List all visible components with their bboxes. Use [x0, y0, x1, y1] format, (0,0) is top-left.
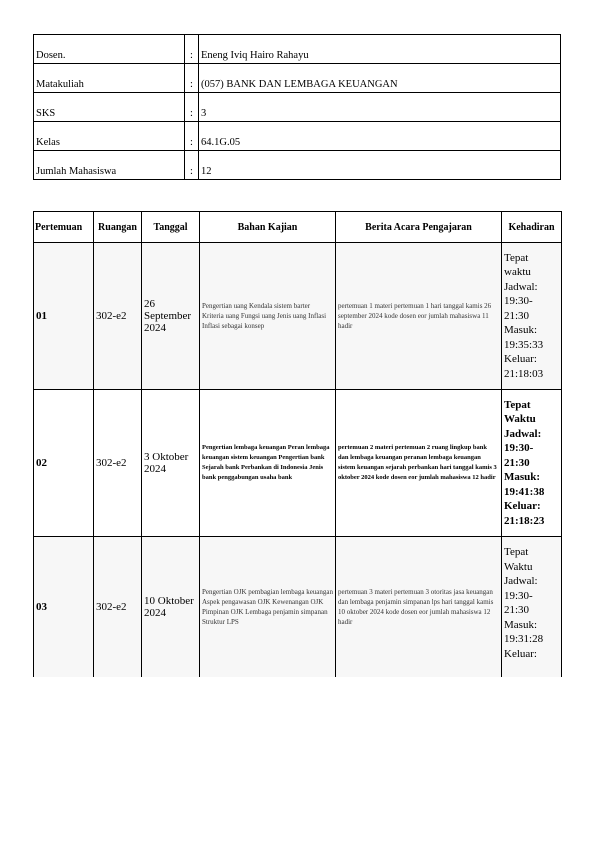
attendance-line: Jadwal:	[504, 280, 538, 293]
attendance-line: Jadwal:	[504, 427, 542, 440]
teaching-report: pertemuan 2 materi pertemuan 2 ruang lingkup bank dan lembaga keuangan peranan lembaga keuangan sistem keuangan sejarah perbankan hari tanggal kamis 3 oktober 2024 kode dosen eor jumlah mahasiswa 12 hadir	[336, 390, 502, 537]
study-material: Pengertian lembaga keuangan Peran lembaga keuangan sistem keuangan Pengertian bank Sejarah bank Perbankan di Indonesia Jenis bank penggabungan usaha bank	[200, 390, 336, 537]
header-berita-acara: Berita Acara Pengajaran	[336, 212, 502, 243]
attendance-line: Keluar:	[504, 500, 541, 513]
meeting-number: 01	[34, 243, 94, 390]
attendance-line: 19:31:28	[504, 633, 544, 645]
date: 10 Oktober 2024	[142, 537, 200, 678]
study-material: Pengertian uang Kendala sistem barter Kriteria uang Fungsi uang Jenis uang Inflasi Inflasi sebagai konsep	[200, 243, 336, 390]
teaching-report: pertemuan 3 materi pertemuan 3 otoritas jasa keuangan dan lembaga penjamin simpanan lps hari tanggal kamis 10 oktober 2024 kode dosen eor jumlah mahasiswa 12 hadir	[336, 537, 502, 678]
info-row-matakuliah	[34, 64, 561, 93]
room: 302-e2	[94, 537, 142, 678]
attendance-line: 21:30	[504, 604, 530, 616]
info-label: SKS	[34, 93, 185, 122]
attendance-line: waktu	[504, 266, 531, 279]
meeting-number: 02	[34, 390, 94, 537]
info-value: 12	[199, 151, 561, 180]
course-info-table	[33, 34, 561, 180]
attendance-line: Masuk:	[504, 324, 537, 337]
info-value: Eneng Iviq Hairo Rahayu	[199, 35, 561, 64]
info-row-dosen	[34, 35, 561, 64]
header-bahan-kajian: Bahan Kajian	[200, 212, 336, 243]
info-separator: :	[185, 35, 199, 64]
attendance-line: Tepat	[504, 398, 531, 411]
study-material: Pengertian OJK pembagian lembaga keuangan Aspek pengawasan OJK Kewenangan OJK Pimpinan OJK Lembaga penjamin simpanan Struktur LPS	[200, 537, 336, 678]
teaching-report: pertemuan 1 materi pertemuan 1 hari tanggal kamis 26 september 2024 kode dosen eor jumlah mahasiswa 11 hadir	[336, 243, 502, 390]
attendance-line: Keluar:	[504, 647, 537, 660]
attendance-line: 21:18:23	[504, 514, 545, 527]
attendance-status	[502, 390, 562, 537]
header-ruangan: Ruangan	[94, 212, 142, 243]
info-value: 64.1G.05	[199, 122, 561, 151]
attendance-line: 19:41:38	[504, 485, 545, 498]
attendance-line: Waktu	[504, 560, 533, 573]
attendance-line: Keluar:	[504, 353, 537, 366]
header-pertemuan: Pertemuan	[34, 212, 94, 243]
info-separator: :	[185, 151, 199, 180]
attendance-table	[33, 211, 562, 677]
table-row	[34, 537, 562, 678]
attendance-line: Waktu	[504, 413, 536, 426]
info-value: (057) BANK DAN LEMBAGA KEUANGAN	[199, 64, 561, 93]
info-row-kelas	[34, 122, 561, 151]
info-value: 3	[199, 93, 561, 122]
info-separator: :	[185, 93, 199, 122]
room: 302-e2	[94, 390, 142, 537]
room: 302-e2	[94, 243, 142, 390]
info-label: Jumlah Mahasiswa	[34, 151, 185, 180]
date: 3 Oktober 2024	[142, 390, 200, 537]
info-separator: :	[185, 64, 199, 93]
attendance-line: 19:30-	[504, 295, 533, 308]
attendance-line: Masuk:	[504, 618, 537, 631]
attendance-line: Jadwal:	[504, 575, 538, 587]
attendance-line: Tepat	[504, 251, 529, 264]
info-label: Matakuliah	[34, 64, 185, 93]
attendance-line: Masuk:	[504, 471, 541, 484]
header-tanggal: Tanggal	[142, 212, 200, 243]
info-label: Dosen.	[34, 35, 185, 64]
attendance-line: 21:30	[504, 456, 530, 469]
attendance-header-row	[34, 212, 562, 243]
info-row-sks	[34, 93, 561, 122]
attendance-line: 21:30	[504, 309, 530, 322]
attendance-line: 19:35:33	[504, 338, 544, 351]
attendance-line: 19:30-	[504, 442, 534, 455]
header-kehadiran: Kehadiran	[502, 212, 562, 243]
attendance-line: 21:18:03	[504, 367, 544, 380]
info-label: Kelas	[34, 122, 185, 151]
meeting-number: 03	[34, 537, 94, 678]
attendance-status	[502, 243, 562, 390]
attendance-status	[502, 537, 562, 678]
info-separator: :	[185, 122, 199, 151]
attendance-line: Tepat	[504, 546, 529, 558]
date: 26 September 2024	[142, 243, 200, 390]
table-row	[34, 390, 562, 537]
table-row	[34, 243, 562, 390]
info-row-jumlah-mahasiswa	[34, 151, 561, 180]
attendance-line: 19:30-	[504, 589, 533, 602]
